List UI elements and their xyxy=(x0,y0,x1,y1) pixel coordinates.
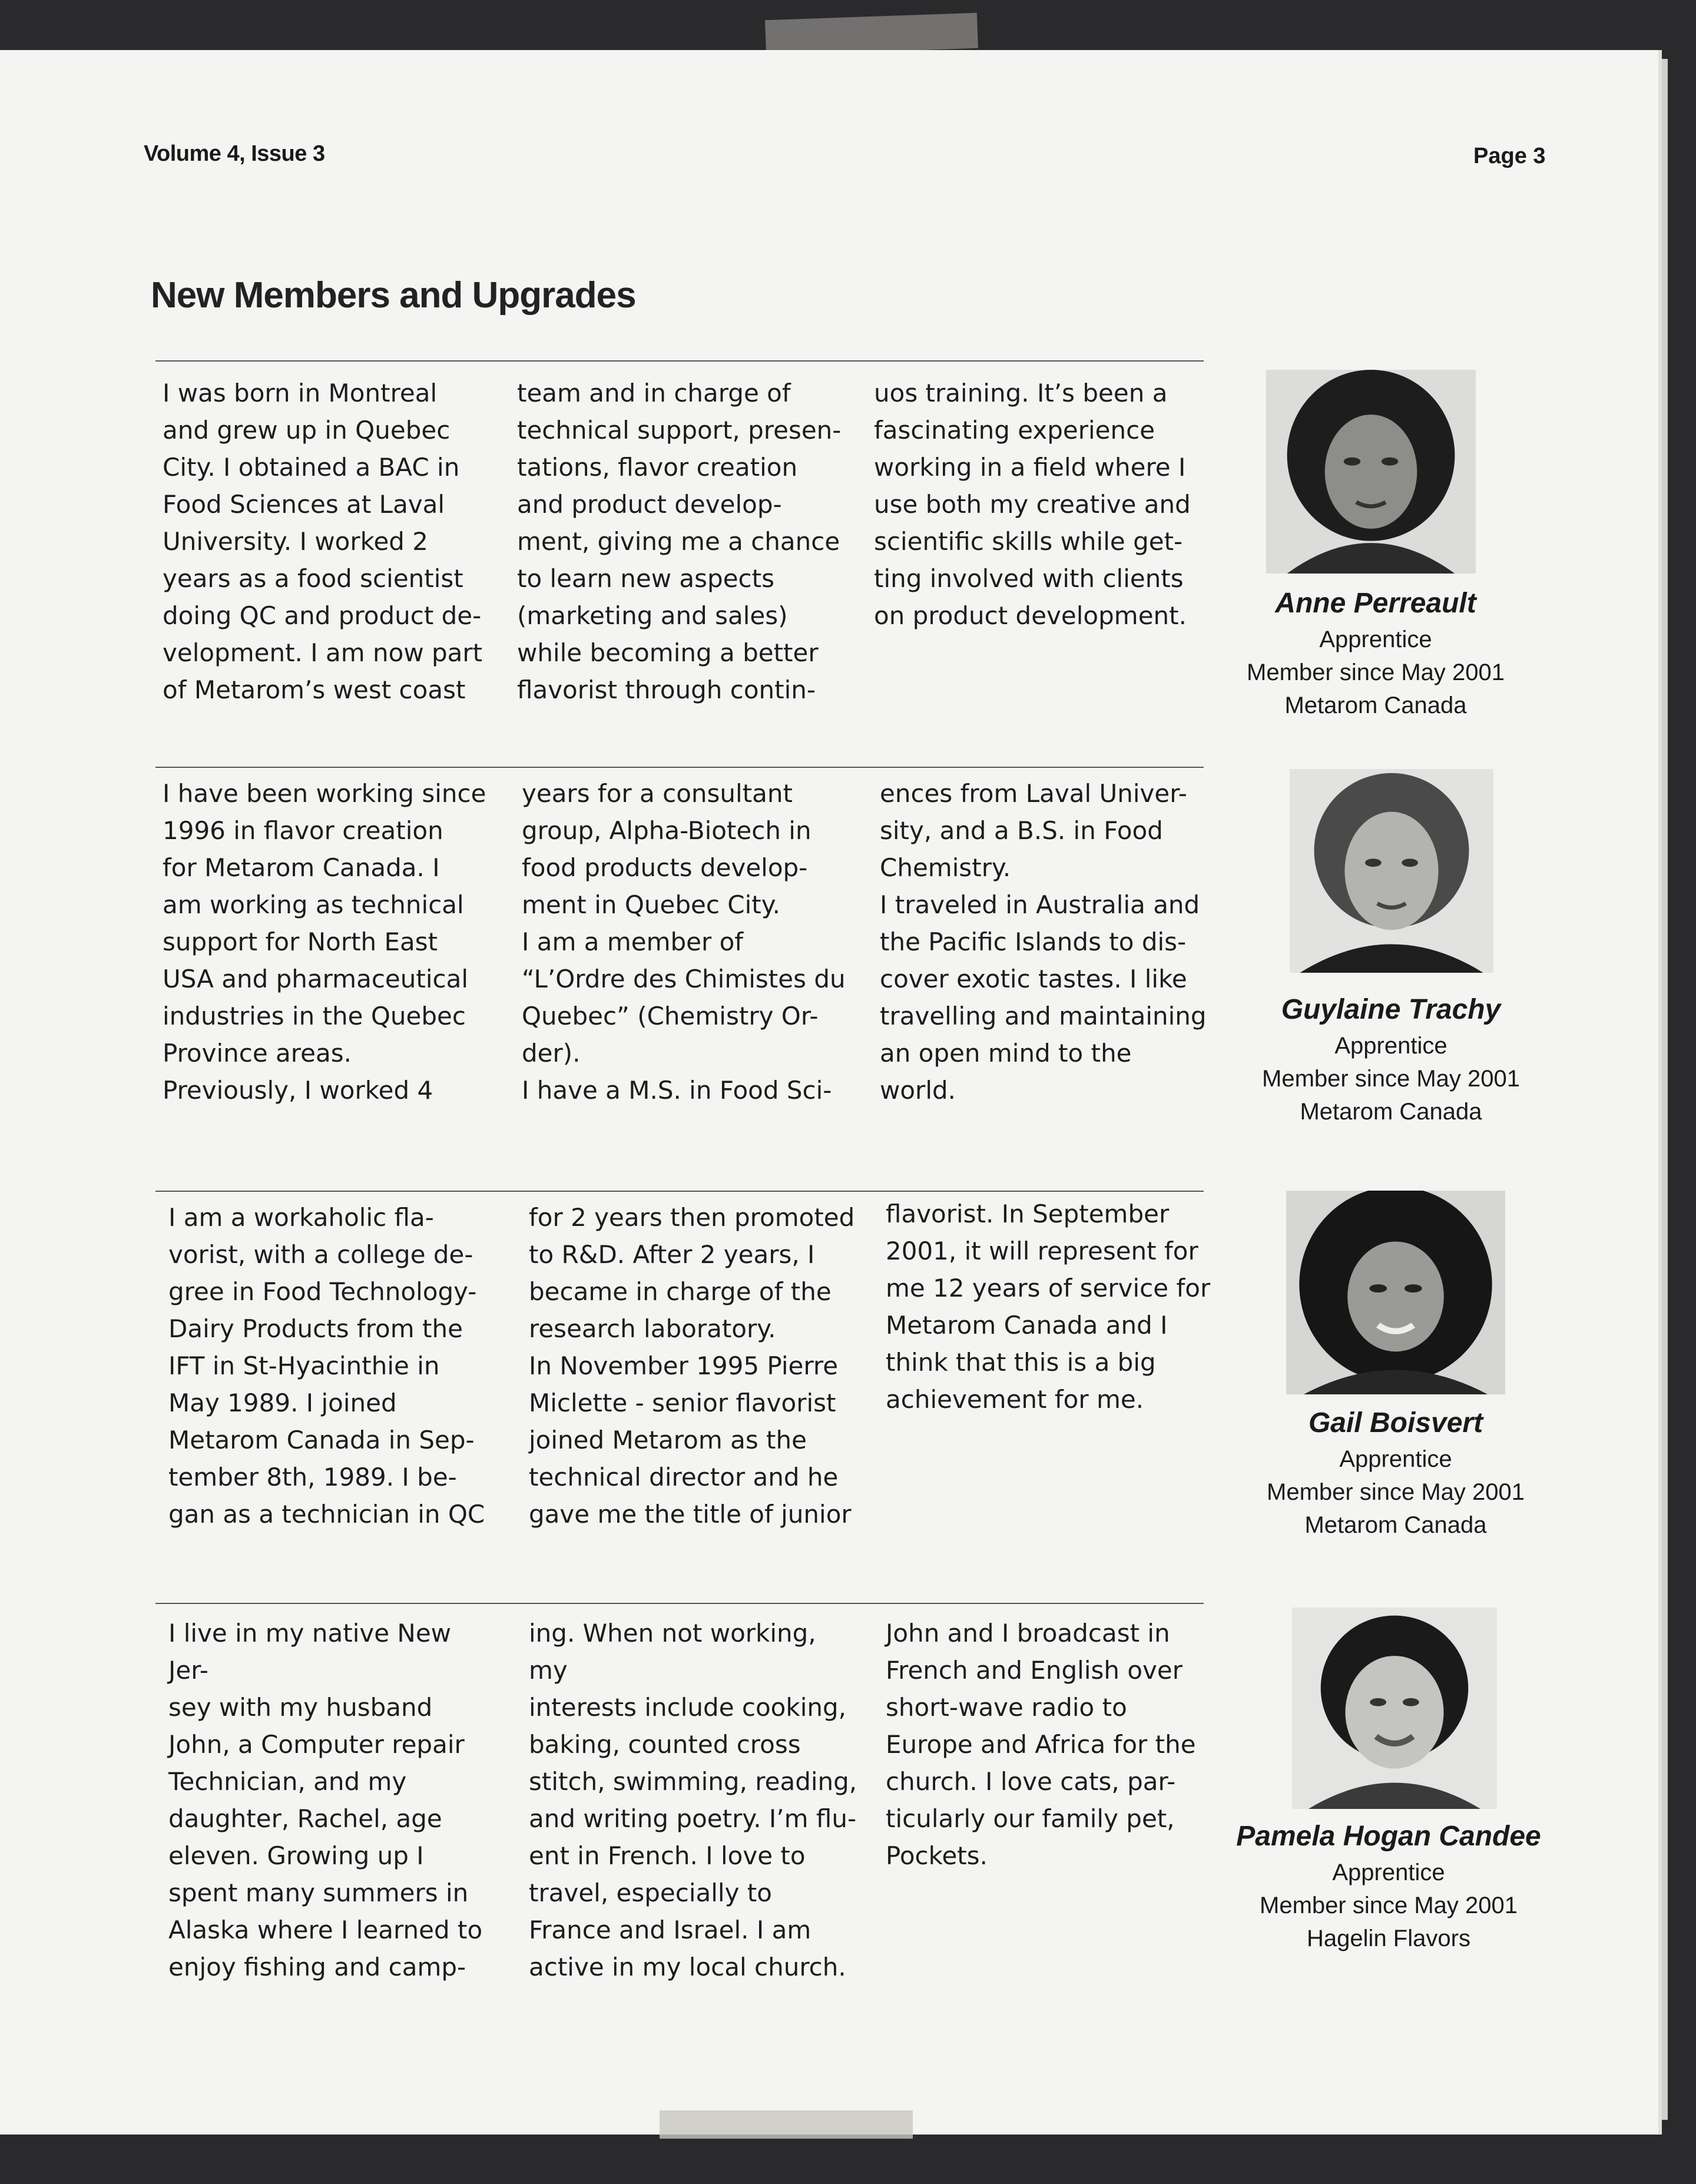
divider-rule xyxy=(155,360,1204,362)
member-1-name: Anne Perreault xyxy=(1275,588,1476,619)
member-2-company: Metarom Canada xyxy=(1300,1099,1482,1125)
member-4-title: Apprentice xyxy=(1332,1860,1445,1885)
tape-top xyxy=(765,13,978,56)
member-4-company: Hagelin Flavors xyxy=(1307,1926,1470,1951)
member-3-text-col-1: I am a workaholic fla- vorist, with a college de- gree in Food Technology- Dairy Products from the IFT in St-Hyacinthie in May 1989. I joined Metarom Canada in Sep- tember 8th, 1989. I be- gan as a technician in QC xyxy=(168,1203,485,1529)
member-1-company: Metarom Canada xyxy=(1284,692,1467,718)
member-3-photo xyxy=(1286,1191,1505,1394)
member-1-caption xyxy=(1211,584,1541,722)
member-2-text-col-1: I have been working since 1996 in flavor creation for Metarom Canada. I am working as technical support for North East USA and pharmaceutical industries in the Quebec Province areas. Previously, I worked 4 xyxy=(163,779,486,1105)
member-3-text-col-3: flavorist. In September 2001, it will represent for me 12 years of service for Metarom Canada and I think that this is a big achievement for me. xyxy=(886,1199,1211,1414)
member-4-text-col-3: John and I broadcast in French and English over short-wave radio to Europe and Africa for the church. I love cats, par- ticularly our family pet, Pockets. xyxy=(886,1619,1196,1870)
member-3-caption xyxy=(1231,1404,1561,1542)
tape-bottom xyxy=(660,2110,913,2139)
member-3-company: Metarom Canada xyxy=(1304,1512,1487,1538)
page-edge xyxy=(1662,59,1668,2120)
member-3-text-col-2: for 2 years then promoted to R&D. After 2 years, I became in charge of the research laboratory. In November 1995 Pierre Miclette - senior flavorist joined Metarom as the technical director and he gave me the title of junior xyxy=(529,1203,855,1529)
member-1-text-col-1: I was born in Montreal and grew up in Quebec City. I obtained a BAC in Food Sciences at Laval University. I worked 2 years as a food scientist doing QC and product de- velopment. I am now part of Metarom’s west coast xyxy=(163,379,483,704)
member-4-name: Pamela Hogan Candee xyxy=(1236,1821,1541,1852)
member-2-name: Guylaine Trachy xyxy=(1281,994,1501,1025)
member-4-text-col-2: ing. When not working, my interests include cooking, baking, counted cross stitch, swimming, reading, and writing poetry. I’m flu- ent in French. I love to travel, especially to France and Israel. I am active in my local church. xyxy=(529,1619,857,1981)
member-4-text-col-1: I live in my native New Jer- sey with my husband John, a Computer repair Technician, and my daughter, Rachel, age eleven. Growing up I spent many summers in Alaska where I learned to enjoy fishing and camp- xyxy=(168,1619,483,1981)
member-3-since: Member since May 2001 xyxy=(1267,1479,1525,1505)
member-1-text-col-2: team and in charge of technical support, presen- tations, flavor creation and product develop- ment, giving me a chance to learn new aspects (marketing and sales) while becoming a better flavorist through contin- xyxy=(517,379,842,704)
member-1-title: Apprentice xyxy=(1319,627,1432,652)
member-4-since: Member since May 2001 xyxy=(1260,1893,1518,1918)
member-1-text-col-3: uos training. It’s been a fascinating experience working in a field where I use both my creative and scientific skills while get- ting involved with clients on product development. xyxy=(874,379,1191,630)
divider-rule xyxy=(155,767,1204,768)
member-2-text-col-2: years for a consultant group, Alpha-Biotech in food products develop- ment in Quebec City. I am a member of “L’Ordre des Chimistes du Quebec” (Chemistry Or- der). I have a M.S. in Food Sci- xyxy=(522,779,846,1105)
member-2-title: Apprentice xyxy=(1334,1033,1447,1059)
section-title: New Members and Upgrades xyxy=(151,275,636,316)
member-1-since: Member since May 2001 xyxy=(1247,659,1505,685)
member-1-photo xyxy=(1266,370,1476,574)
member-4-photo xyxy=(1292,1608,1497,1809)
member-4-caption xyxy=(1224,1817,1553,1955)
divider-rule xyxy=(155,1603,1204,1604)
member-3-title: Apprentice xyxy=(1339,1446,1452,1472)
volume-issue: Volume 4, Issue 3 xyxy=(144,141,325,166)
member-2-photo xyxy=(1290,769,1493,973)
page-number: Page 3 xyxy=(1473,144,1546,168)
member-2-since: Member since May 2001 xyxy=(1262,1066,1520,1092)
member-3-name: Gail Boisvert xyxy=(1308,1407,1483,1439)
member-2-caption xyxy=(1226,990,1556,1128)
divider-rule xyxy=(155,1191,1204,1192)
member-2-text-col-3: ences from Laval Univer- sity, and a B.S. in Food Chemistry. I traveled in Australia and the Pacific Islands to dis- cover exotic tastes. I like travelling and maintaining an open mind to the world. xyxy=(880,779,1207,1105)
